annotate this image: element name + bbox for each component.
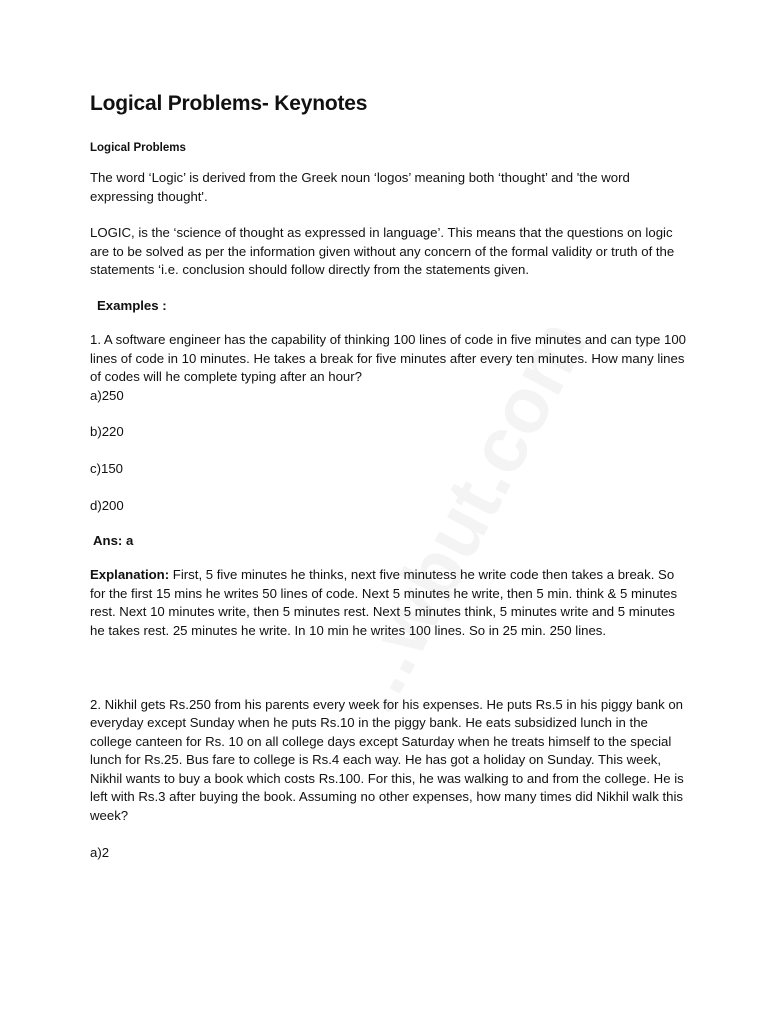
question-1-text: 1. A software engineer has the capability of thinking 100 lines of code in five minutes and can type 100 lines of code in 10 minutes. He takes a break for five minutes after every ten minutes. How many lines of codes will he complete typing after an hour?: [90, 331, 687, 385]
question-1-explanation: [90, 566, 690, 640]
question-1-option-c: c)150: [90, 460, 123, 476]
intro-paragraph-2: LOGIC, is the ‘science of thought as expressed in language’. This means that the questions on logic are to be solved as per the information given without any concern of the formal validity or truth of the statements ‘i.e. conclusion should follow directly from the statements given.: [90, 225, 675, 278]
document-title: Logical Problems- Keynotes: [90, 92, 368, 115]
question-2-text: 2. Nikhil gets Rs.250 from his parents every week for his expenses. He puts Rs.5 in his piggy bank on everyday except Sunday when he puts Rs.10 in the piggy bank. He eats subsidized lunch in the college canteen for Rs. 10 on all college days except Saturday when he treats himself to the special lunch for Rs.25. Bus fare to college is Rs.4 each way. He has got a holiday on Sunday. This week, Nikhil wants to buy a book which costs Rs.100. For this, he was walking to and from the college. He is left with Rs.3 after buying the book. Assuming no other expenses, how many times did Nikhil walk this week?: [90, 696, 684, 824]
examples-heading: Examples :: [97, 297, 167, 313]
section-subheading: Logical Problems: [90, 142, 186, 154]
question-2-option-a: a)2: [90, 844, 110, 860]
document-page: [90, 92, 690, 862]
intro-paragraph-1: The word ‘Logic’ is derived from the Greek noun ‘logos’ meaning both ‘thought’ and 'the word expressing thought'.: [90, 170, 630, 204]
question-1-option-d: d)200: [90, 497, 124, 513]
question-1-option-a: a)250: [90, 387, 124, 403]
explanation-text: First, 5 five minutes he thinks, next five minutess he write code then takes a break. So for the first 15 mins he writes 50 lines of code. Next 5 minutes he write, then 5 min. think & 5 minutes rest. Next 10 minutes write, then 5 minutes rest. Next 5 minutes think, 5 minutes write and 5 minutes he takes rest. 25 minutes he write. In 10 min he writes 100 lines. So in 25 min. 250 lines.: [90, 567, 678, 638]
explanation-label: Explanation:: [90, 567, 170, 583]
question-1-option-b: b)220: [90, 424, 124, 440]
question-1-answer: Ans: a: [93, 533, 134, 549]
